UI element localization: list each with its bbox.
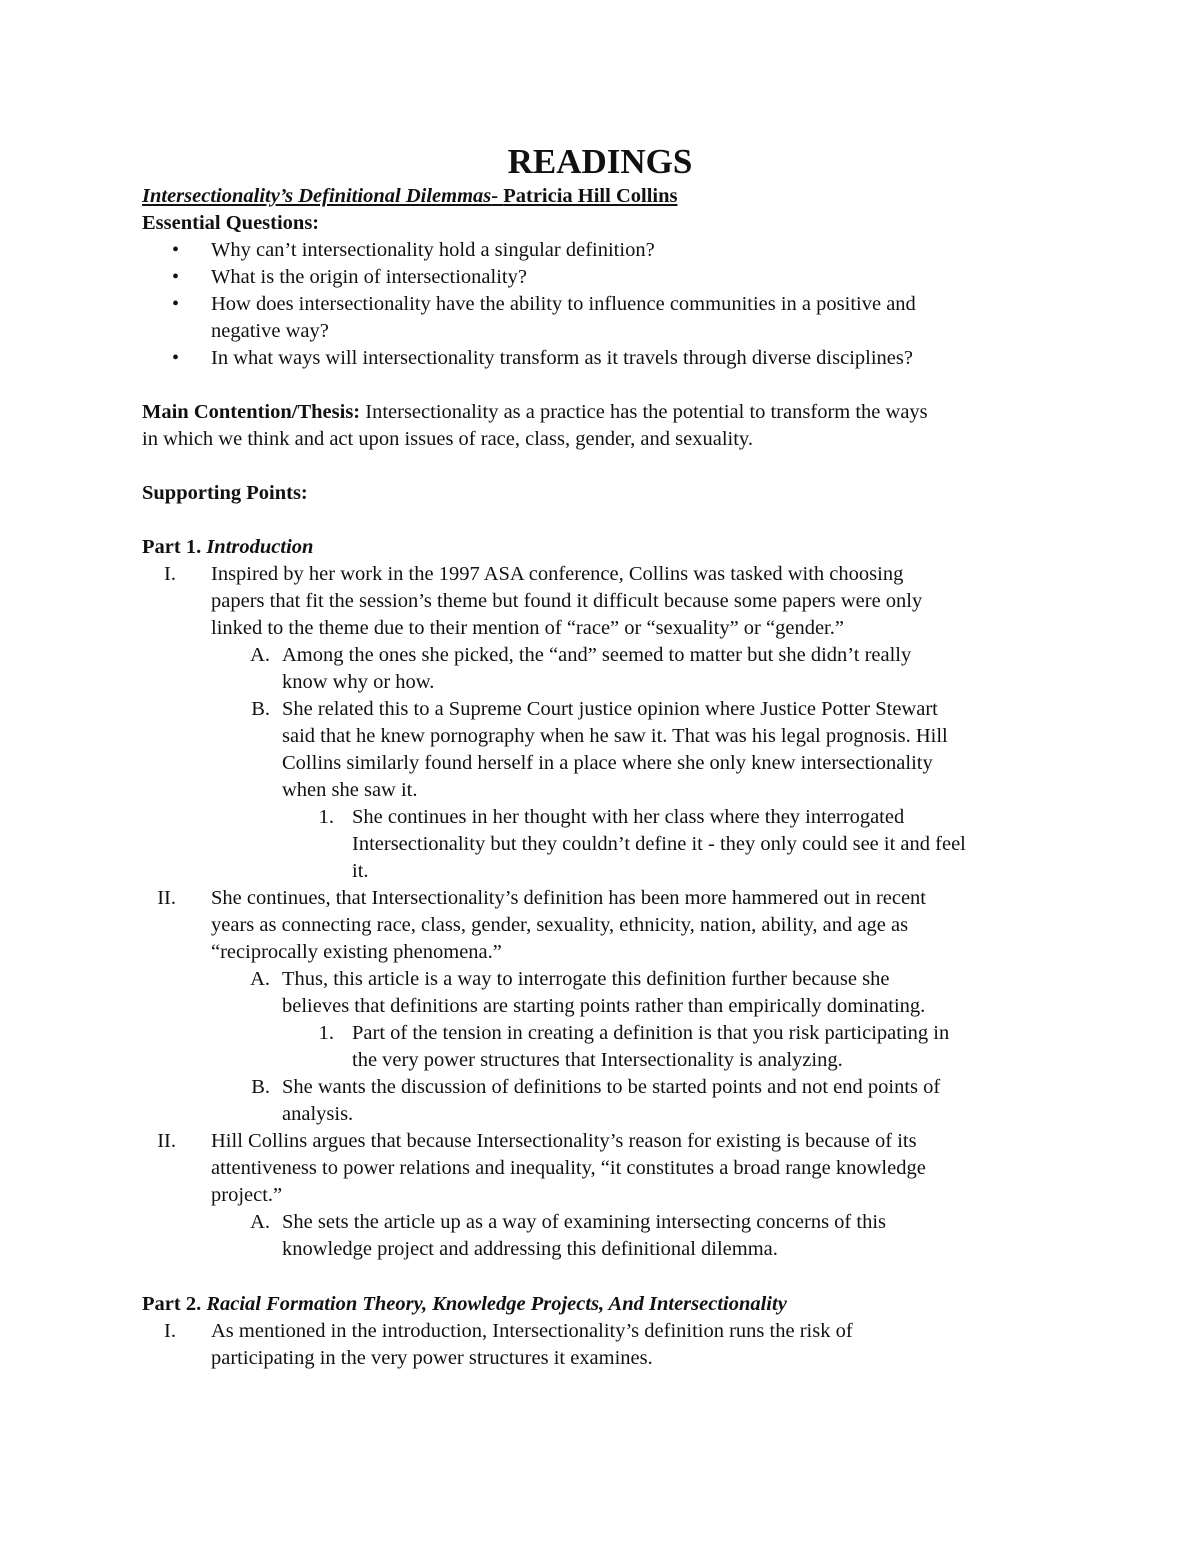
bullet-icon: • xyxy=(172,239,180,261)
thesis-text-continuation: in which we think and act upon issues of race, class, gender, and sexuality. xyxy=(142,428,753,450)
outline-text-line: Inspired by her work in the 1997 ASA conference, Collins was tasked with choosing xyxy=(211,563,904,585)
outline-text-line: Among the ones she picked, the “and” seemed to matter but she didn’t really xyxy=(282,644,912,666)
outline-text-line: She continues in her thought with her class where they interrogated xyxy=(352,806,905,828)
article-title: Intersectionality’s Definitional Dilemmas xyxy=(142,185,492,207)
outline-text-line: it. xyxy=(352,860,369,882)
document-title: READINGS xyxy=(507,142,693,181)
part2-title: Racial Formation Theory, Knowledge Projects, And Intersectionality xyxy=(206,1293,787,1315)
outline-text-line: believes that definitions are starting points rather than empirically dominating. xyxy=(282,995,926,1017)
outline-text-line: She wants the discussion of definitions to be started points and not end points of xyxy=(282,1076,941,1098)
essential-questions-heading: Essential Questions: xyxy=(142,212,320,234)
question-item-continuation: negative way? xyxy=(211,320,329,342)
part2-label: Part 2. xyxy=(142,1293,207,1315)
bullet-icon: • xyxy=(172,347,180,369)
outline-text-line: said that he knew pornography when he saw it. That was his legal prognosis. Hill xyxy=(282,725,948,747)
outline-marker: I. xyxy=(164,1320,176,1342)
article-heading xyxy=(142,183,677,210)
outline-text-line: when she saw it. xyxy=(282,779,418,801)
question-item: In what ways will intersectionality transform as it travels through diverse disciplines? xyxy=(211,347,913,369)
outline-text-line: She sets the article up as a way of examining intersecting concerns of this xyxy=(282,1211,886,1233)
bullet-icon: • xyxy=(172,293,180,315)
outline-text-line: project.” xyxy=(211,1184,283,1206)
question-item: Why can’t intersectionality hold a singular definition? xyxy=(211,239,655,261)
part1-heading xyxy=(142,534,313,561)
outline-marker: A. xyxy=(250,644,270,666)
outline-text-line: Intersectionality but they couldn’t define it - they only could see it and feel xyxy=(352,833,966,855)
thesis-text: Intersectionality as a practice has the potential to transform the ways xyxy=(360,401,928,423)
outline-text-line: She related this to a Supreme Court justice opinion where Justice Potter Stewart xyxy=(282,698,938,720)
outline-text-line: Thus, this article is a way to interrogate this definition further because she xyxy=(282,968,890,990)
outline-marker: I. xyxy=(164,563,176,585)
part1-title: Introduction xyxy=(206,536,314,558)
outline-text-line: analysis. xyxy=(282,1103,354,1125)
outline-text-line: Hill Collins argues that because Intersectionality’s reason for existing is because of its xyxy=(211,1130,917,1152)
outline-marker: B. xyxy=(251,1076,270,1098)
part2-heading xyxy=(142,1291,787,1318)
outline-text-line: She continues, that Intersectionality’s definition has been more hammered out in recent xyxy=(211,887,927,909)
outline-marker: A. xyxy=(250,1211,270,1233)
outline-text-line: linked to the theme due to their mention of “race” or “sexuality” or “gender.” xyxy=(211,617,844,639)
outline-marker: A. xyxy=(250,968,270,990)
outline-marker: 1. xyxy=(318,806,334,828)
thesis-label: Main Contention/Thesis: xyxy=(142,401,361,423)
thesis-line xyxy=(142,399,928,426)
question-item: How does intersectionality have the ability to influence communities in a positive and xyxy=(211,293,916,315)
outline-text-line: “reciprocally existing phenomena.” xyxy=(211,941,502,963)
bullet-icon: • xyxy=(172,266,180,288)
article-author: Patricia Hill Collins xyxy=(503,185,678,207)
outline-text-line: knowledge project and addressing this definitional dilemma. xyxy=(282,1238,778,1260)
outline-marker: II. xyxy=(157,1130,176,1152)
outline-text-line: papers that fit the session’s theme but found it difficult because some papers were only xyxy=(211,590,923,612)
outline-text-line: As mentioned in the introduction, Intersectionality’s definition runs the risk of xyxy=(211,1320,853,1342)
outline-text-line: the very power structures that Intersectionality is analyzing. xyxy=(352,1049,843,1071)
outline-text-line: years as connecting race, class, gender, sexuality, ethnicity, nation, ability, and age as xyxy=(211,914,909,936)
supporting-points-heading: Supporting Points: xyxy=(142,482,308,504)
outline-marker: B. xyxy=(251,698,270,720)
outline-text-line: Collins similarly found herself in a place where she only knew intersectionality xyxy=(282,752,933,774)
outline-marker: 1. xyxy=(318,1022,334,1044)
article-separator: - xyxy=(491,185,504,207)
outline-marker: II. xyxy=(157,887,176,909)
part1-label: Part 1. xyxy=(142,536,207,558)
outline-text-line: participating in the very power structures it examines. xyxy=(211,1347,653,1369)
outline-text-line: know why or how. xyxy=(282,671,435,693)
outline-text-line: Part of the tension in creating a definition is that you risk participating in xyxy=(352,1022,950,1044)
outline-text-line: attentiveness to power relations and inequality, “it constitutes a broad range knowledge xyxy=(211,1157,926,1179)
question-item: What is the origin of intersectionality? xyxy=(211,266,527,288)
